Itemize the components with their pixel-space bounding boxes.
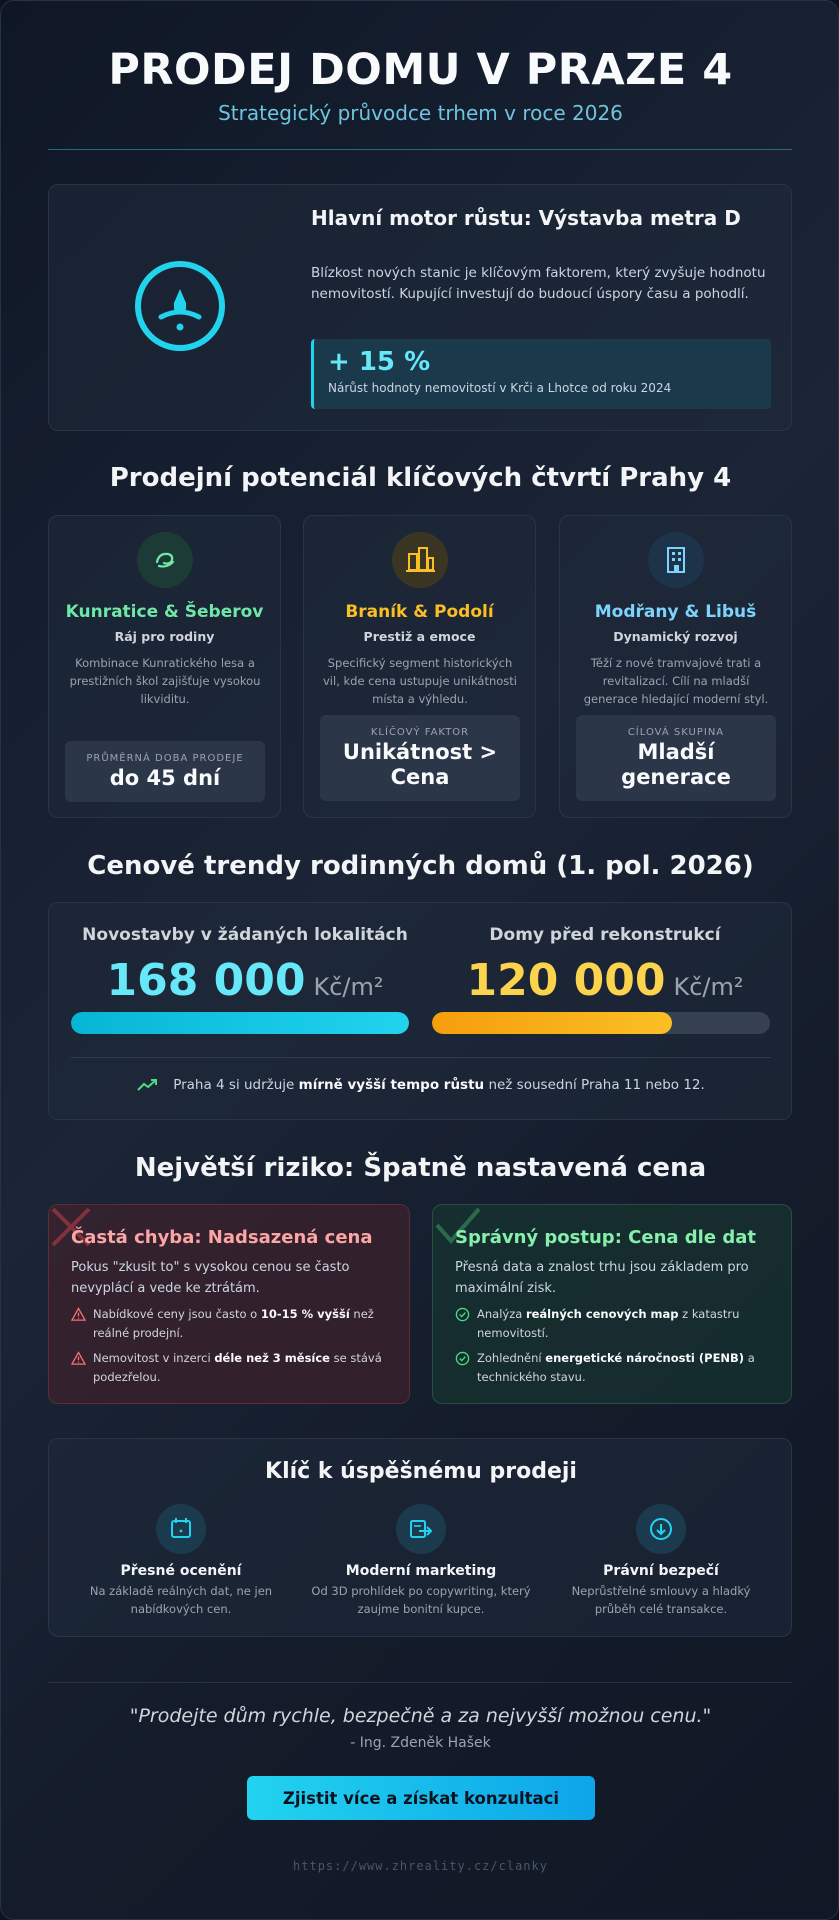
district-description: Těží z nové tramvajové trati a revitalizací. Cílí na mladší generace hledající moderní styl. <box>583 656 769 706</box>
district-tagline: Prestiž a emoce <box>363 629 476 644</box>
risk-title: Největší riziko: Špatně nastavená cena <box>134 1153 707 1183</box>
item-text: a technického stavu. <box>477 1351 755 1384</box>
divider <box>71 1057 771 1058</box>
district-tagline: Dynamický rozvoj <box>613 629 738 644</box>
item-text: Analýza <box>477 1307 526 1321</box>
price-number: 120 000 <box>466 955 666 1006</box>
page-subtitle: Strategický průvodce trhem v roce 2026 <box>218 101 623 125</box>
key-text: Na základě reálných dat, ne jen nabídkových cen. <box>89 1584 273 1616</box>
price-value-new <box>70 955 420 1006</box>
warning-icon <box>71 1307 86 1322</box>
district-name: Modřany & Libuš <box>594 602 757 622</box>
prices-card <box>48 902 792 1120</box>
district-box-label: PRŮMĚRNÁ DOBA PRODEJE <box>86 753 244 764</box>
leaf-icon <box>137 532 193 588</box>
district-name: Braník & Podolí <box>345 602 494 622</box>
share-icon <box>396 1504 446 1554</box>
item-text: se stává podezřelou. <box>93 1351 382 1384</box>
key-title: Právní bezpečí <box>603 1563 719 1579</box>
wrong-item <box>71 1305 401 1343</box>
quote: "Prodejte dům rychle, bezpečně a za nejvyšší možnou cenu." <box>129 1705 712 1727</box>
note-text: než sousední Praha 11 nebo 12. <box>484 1077 705 1093</box>
item-bold: energetické náročnosti (PENB) <box>545 1351 745 1365</box>
keys-card <box>48 1438 792 1637</box>
hero-card <box>48 184 792 431</box>
district-name: Kunratice & Šeberov <box>65 602 264 622</box>
consultation-button[interactable]: Zjistit více a získat konzultaci <box>247 1776 595 1820</box>
page-title: PRODEJ DOMU V PRAZE 4 <box>108 45 733 95</box>
item-text: než reálné prodejní. <box>93 1307 374 1340</box>
district-card-branik <box>303 515 536 818</box>
districts-title: Prodejní potenciál klíčových čtvrtí Prahy 4 <box>109 463 732 493</box>
district-description: Kombinace Kunratického lesa a prestižních škol zajišťuje vysokou likviditu. <box>69 656 261 706</box>
district-box-label: KLÍČOVÝ FAKTOR <box>370 727 470 738</box>
right-item <box>455 1305 785 1343</box>
right-item <box>455 1349 785 1387</box>
wrong-title: Častá chyba: Nadsazená cena <box>71 1227 373 1248</box>
item-text: Nemovitost v inzerci <box>93 1351 215 1365</box>
hero-title: Hlavní motor růstu: Výstavba metra D <box>311 206 741 230</box>
item-bold: 10-15 % vyšší <box>260 1307 350 1321</box>
item-text: Nabídkové ceny jsou často o <box>93 1307 261 1321</box>
calendar-icon <box>156 1504 206 1554</box>
right-title: Správný postup: Cena dle dat <box>455 1227 756 1248</box>
trend-up-icon <box>137 1077 159 1093</box>
wrong-card <box>48 1204 410 1404</box>
price-label: Novostavby v žádaných lokalitách <box>82 925 408 945</box>
price-bar-new <box>71 1012 409 1034</box>
stat-caption: Nárůst hodnoty nemovitostí v Krči a Lhotce od roku 2024 <box>328 381 672 395</box>
price-unit: Kč/m² <box>673 973 744 1001</box>
key-title: Moderní marketing <box>345 1563 497 1579</box>
district-box-value: do 45 dní <box>109 766 221 790</box>
divider <box>48 1682 792 1683</box>
check-circle-icon <box>455 1307 470 1322</box>
price-unit: Kč/m² <box>313 973 384 1001</box>
district-box <box>320 715 520 801</box>
hero-text: Blízkost nových stanic je klíčovým faktorem, který zvyšuje hodnotu nemovitostí. Kupující investují do budoucí úspory času a pohodlí. <box>311 265 766 302</box>
prices-title: Cenové trendy rodinných domů (1. pol. 2026) <box>87 851 754 881</box>
building-icon <box>648 532 704 588</box>
check-circle-icon <box>455 1351 470 1366</box>
district-box <box>65 741 265 802</box>
wrong-item <box>71 1349 401 1387</box>
stat-box <box>311 339 771 409</box>
item-bold: déle než 3 měsíce <box>214 1351 330 1365</box>
district-tagline: Ráj pro rodiny <box>114 629 215 644</box>
divider <box>48 149 792 150</box>
item-text: z katastru nemovitostí. <box>477 1307 740 1340</box>
price-note <box>49 1077 793 1093</box>
price-label: Domy před rekonstrukcí <box>489 925 721 945</box>
key-text: Od 3D prohlídek po copywriting, který zaujme bonitní kupce. <box>311 1584 531 1616</box>
footer-url[interactable]: https://www.zhreality.cz/clanky <box>293 1859 548 1873</box>
price-number: 168 000 <box>106 955 306 1006</box>
key-text: Neprůstřelné smlouvy a hladký průběh celé transakce. <box>571 1584 751 1616</box>
item-text: Zohlednění <box>477 1351 546 1365</box>
quote-author: - Ing. Zdeněk Hašek <box>350 1735 491 1751</box>
stat-value: + 15 % <box>328 347 431 377</box>
price-bar-renovation <box>432 1012 770 1034</box>
price-bar-fill <box>432 1012 672 1034</box>
key-title: Přesné ocenění <box>120 1563 242 1579</box>
price-value-renovation <box>430 955 780 1006</box>
district-box-value: Mladší generace <box>621 740 731 789</box>
wrong-text: Pokus "zkusit to" s vysokou cenou se často nevyplácí a vede ke ztrátám. <box>71 1260 350 1296</box>
district-box-label: CÍLOVÁ SKUPINA <box>627 727 725 738</box>
warning-icon <box>71 1351 86 1366</box>
note-text: Praha 4 si udržuje <box>173 1077 299 1093</box>
download-circle-icon <box>636 1504 686 1554</box>
price-bar-fill <box>71 1012 409 1034</box>
right-text: Přesná data a znalost trhu jsou základem pro maximální zisk. <box>455 1260 749 1296</box>
right-card <box>432 1204 792 1404</box>
item-bold: reálných cenových map <box>525 1307 679 1321</box>
note-bold: mírně vyšší tempo růstu <box>298 1077 485 1093</box>
district-box-value: Unikátnost > Cena <box>342 740 498 789</box>
district-box <box>576 715 776 801</box>
district-card-modrany <box>559 515 792 818</box>
district-card-kunratice <box>48 515 281 818</box>
city-icon <box>392 532 448 588</box>
metro-icon <box>135 261 225 351</box>
district-description: Specifický segment historických vil, kde cena ustupuje unikátnosti místa a výhledu. <box>323 656 517 706</box>
keys-title: Klíč k úspěšnému prodeji <box>265 1459 577 1484</box>
